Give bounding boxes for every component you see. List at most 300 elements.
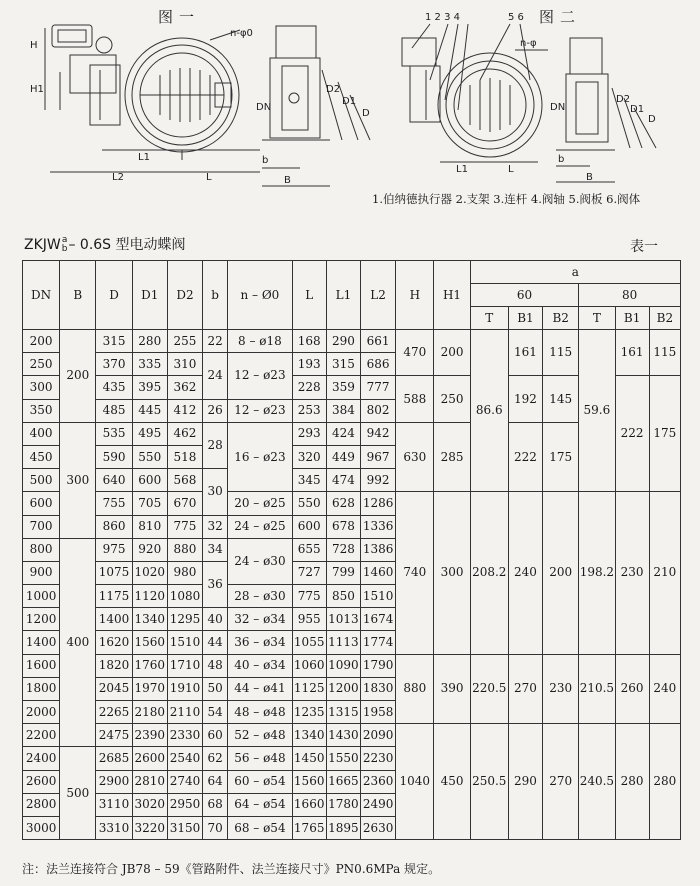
footnote: 注：法兰连接符合 JB78 – 59《管路附件、法兰连接尺寸》PN0.6MPa 规定。 (22, 862, 441, 876)
title-sub: b (61, 244, 68, 254)
cell-b: 30 (203, 469, 228, 515)
cell-H: 588 (396, 376, 434, 422)
cell-b: 60 (203, 724, 228, 747)
cell-L1: 728 (326, 538, 360, 561)
cell-D: 590 (96, 445, 132, 468)
cell-n: 68 – ø54 (228, 816, 292, 839)
cell-L: 1060 (292, 654, 326, 677)
cell-L2: 2490 (361, 793, 396, 816)
title-sup: a (61, 235, 68, 245)
cell-H: 630 (396, 422, 434, 492)
cell-D: 1075 (96, 561, 132, 584)
cell-D1: 395 (132, 376, 167, 399)
cell-L2: 2630 (361, 816, 396, 839)
col-H: H (396, 261, 434, 330)
cell-b: 32 (203, 515, 228, 538)
cell-n: 64 – ø54 (228, 793, 292, 816)
cell-DN: 500 (23, 469, 60, 492)
cell-B1-60: 222 (508, 422, 542, 492)
cell-n: 28 – ø30 (228, 585, 292, 608)
col-B1-60: B1 (508, 307, 542, 330)
dim-b-fig2: b (558, 154, 565, 165)
cell-DN: 1400 (23, 631, 60, 654)
cell-L: 320 (292, 445, 326, 468)
cell-DN: 1800 (23, 677, 60, 700)
cell-n: 8 – ø18 (228, 330, 292, 353)
cell-D2: 412 (167, 399, 202, 422)
cell-B2-80: 240 (649, 654, 680, 724)
cell-L1: 799 (326, 561, 360, 584)
col-B2-60: B2 (543, 307, 579, 330)
dim-L2: L2 (112, 172, 124, 183)
col-B: B (60, 261, 96, 330)
dim-D1-fig2: D1 (630, 104, 645, 115)
cell-L: 1560 (292, 770, 326, 793)
cell-D1: 1340 (132, 608, 167, 631)
cell-D: 2685 (96, 747, 132, 770)
cell-n: 12 – ø23 (228, 399, 292, 422)
cell-D: 2900 (96, 770, 132, 793)
cell-L1: 1315 (326, 701, 360, 724)
cell-L: 1660 (292, 793, 326, 816)
cell-D1: 810 (132, 515, 167, 538)
callouts-1-4: 1 2 3 4 (425, 12, 460, 23)
cell-D: 3110 (96, 793, 132, 816)
dim-B-fig2: B (586, 172, 593, 183)
cell-B1-60: 161 (508, 330, 542, 376)
cell-D2: 2950 (167, 793, 202, 816)
cell-L: 1450 (292, 747, 326, 770)
col-L2: L2 (361, 261, 396, 330)
cell-L1: 384 (326, 399, 360, 422)
cell-B1-60: 290 (508, 724, 542, 840)
cell-D2: 462 (167, 422, 202, 445)
cell-DN: 450 (23, 445, 60, 468)
cell-L: 1235 (292, 701, 326, 724)
cell-n: 44 – ø41 (228, 677, 292, 700)
cell-n: 32 – ø34 (228, 608, 292, 631)
cell-B: 400 (60, 538, 96, 747)
dim-H1: H1 (30, 84, 44, 95)
cell-D1: 335 (132, 353, 167, 376)
page-title (24, 234, 186, 254)
cell-L2: 942 (361, 422, 396, 445)
cell-B1-60: 270 (508, 654, 542, 724)
cell-L2: 2090 (361, 724, 396, 747)
cell-L1: 315 (326, 353, 360, 376)
cell-B2-60: 115 (543, 330, 579, 376)
cell-H1: 450 (434, 724, 470, 840)
table-row (23, 492, 681, 515)
cell-L: 655 (292, 538, 326, 561)
cell-L2: 2360 (361, 770, 396, 793)
col-D: D (96, 261, 132, 330)
cell-D2: 980 (167, 561, 202, 584)
cell-b: 64 (203, 770, 228, 793)
dim-DN: DN (256, 102, 272, 113)
cell-n: 40 – ø34 (228, 654, 292, 677)
cell-DN: 2400 (23, 747, 60, 770)
cell-L: 775 (292, 585, 326, 608)
cell-n: 60 – ø54 (228, 770, 292, 793)
cell-B2-60: 270 (543, 724, 579, 840)
cell-L1: 1665 (326, 770, 360, 793)
cell-D1: 2810 (132, 770, 167, 793)
cell-DN: 350 (23, 399, 60, 422)
cell-B1-80: 222 (615, 376, 649, 492)
cell-L: 1765 (292, 816, 326, 839)
cell-L2: 1336 (361, 515, 396, 538)
cell-D2: 310 (167, 353, 202, 376)
cell-b: 24 (203, 353, 228, 399)
cell-D2: 1710 (167, 654, 202, 677)
cell-n: 56 – ø48 (228, 747, 292, 770)
cell-b: 62 (203, 747, 228, 770)
cell-D1: 3020 (132, 793, 167, 816)
cell-L1: 1550 (326, 747, 360, 770)
cell-D: 3310 (96, 816, 132, 839)
cell-L1: 1090 (326, 654, 360, 677)
cell-D1: 920 (132, 538, 167, 561)
dim-L1: L1 (138, 152, 150, 163)
col-D2: D2 (167, 261, 202, 330)
cell-B1-80: 260 (615, 654, 649, 724)
cell-L2: 661 (361, 330, 396, 353)
cell-D: 370 (96, 353, 132, 376)
cell-L: 600 (292, 515, 326, 538)
cell-L1: 678 (326, 515, 360, 538)
cell-D: 315 (96, 330, 132, 353)
cell-L1: 449 (326, 445, 360, 468)
cell-b: 36 (203, 561, 228, 607)
cell-L2: 802 (361, 399, 396, 422)
cell-b: 34 (203, 538, 228, 561)
cell-L1: 1013 (326, 608, 360, 631)
cell-D2: 518 (167, 445, 202, 468)
dim-D2-fig2: D2 (616, 94, 631, 105)
dim-L-fig2: L (508, 164, 514, 175)
col-a-80: 80 (579, 284, 681, 307)
cell-D2: 2110 (167, 701, 202, 724)
cell-DN: 2000 (23, 701, 60, 724)
cell-D1: 1120 (132, 585, 167, 608)
cell-D: 2475 (96, 724, 132, 747)
cell-L2: 1774 (361, 631, 396, 654)
cell-T80: 198.2 (579, 492, 615, 654)
cell-B1-60: 240 (508, 492, 542, 654)
cell-L1: 1200 (326, 677, 360, 700)
cell-DN: 700 (23, 515, 60, 538)
col-n: n – Ø0 (228, 261, 292, 330)
cell-T60: 208.2 (470, 492, 508, 654)
col-T-80: T (579, 307, 615, 330)
cell-D: 1820 (96, 654, 132, 677)
cell-D: 860 (96, 515, 132, 538)
cell-B1-80: 230 (615, 492, 649, 654)
cell-L: 1055 (292, 631, 326, 654)
cell-D: 975 (96, 538, 132, 561)
cell-L2: 967 (361, 445, 396, 468)
cell-H: 1040 (396, 724, 434, 840)
cell-D2: 775 (167, 515, 202, 538)
cell-b: 40 (203, 608, 228, 631)
cell-DN: 2800 (23, 793, 60, 816)
cell-B: 300 (60, 422, 96, 538)
cell-n: 24 – ø25 (228, 515, 292, 538)
cell-D2: 2740 (167, 770, 202, 793)
cell-B2-60: 230 (543, 654, 579, 724)
cell-D1: 495 (132, 422, 167, 445)
cell-D1: 600 (132, 469, 167, 492)
dim-D1: D1 (342, 96, 357, 107)
cell-D1: 550 (132, 445, 167, 468)
cell-D: 435 (96, 376, 132, 399)
cell-T80: 240.5 (579, 724, 615, 840)
cell-L1: 1113 (326, 631, 360, 654)
cell-D2: 1510 (167, 631, 202, 654)
cell-b: 44 (203, 631, 228, 654)
cell-L2: 1460 (361, 561, 396, 584)
valve-drawing (0, 0, 700, 212)
cell-D2: 1910 (167, 677, 202, 700)
cell-H: 740 (396, 492, 434, 654)
callouts-5-6: 5 6 (508, 12, 524, 23)
col-D1: D1 (132, 261, 167, 330)
col-B2-80: B2 (649, 307, 680, 330)
col-T-60: T (470, 307, 508, 330)
cell-D: 1175 (96, 585, 132, 608)
spec-table (22, 260, 681, 840)
dim-D2: D2 (326, 84, 341, 95)
cell-n: 20 – ø25 (228, 492, 292, 515)
cell-B2-80: 210 (649, 492, 680, 654)
cell-L1: 1780 (326, 793, 360, 816)
cell-L2: 686 (361, 353, 396, 376)
cell-B2-80: 175 (649, 376, 680, 492)
cell-L1: 474 (326, 469, 360, 492)
table-row (23, 724, 681, 747)
cell-DN: 1200 (23, 608, 60, 631)
dim-b: b (262, 155, 269, 166)
cell-b: 68 (203, 793, 228, 816)
col-b: b (203, 261, 228, 330)
cell-b: 26 (203, 399, 228, 422)
cell-D1: 3220 (132, 816, 167, 839)
col-a: a (470, 261, 680, 284)
table-row (23, 330, 681, 353)
cell-L2: 1510 (361, 585, 396, 608)
dim-DN-fig2: DN (550, 102, 566, 113)
cell-D1: 1970 (132, 677, 167, 700)
cell-DN: 1000 (23, 585, 60, 608)
cell-b: 22 (203, 330, 228, 353)
cell-L2: 1386 (361, 538, 396, 561)
col-a-60: 60 (470, 284, 579, 307)
cell-B: 200 (60, 330, 96, 423)
cell-B2-80: 115 (649, 330, 680, 376)
cell-H1: 300 (434, 492, 470, 654)
cell-T60: 250.5 (470, 724, 508, 840)
col-DN: DN (23, 261, 60, 330)
dim-L: L (206, 172, 212, 183)
cell-T80: 210.5 (579, 654, 615, 724)
cell-D2: 255 (167, 330, 202, 353)
cell-L: 550 (292, 492, 326, 515)
cell-L: 228 (292, 376, 326, 399)
title-prefix: ZKJW (24, 237, 61, 253)
cell-D2: 362 (167, 376, 202, 399)
technical-drawings (0, 0, 700, 212)
cell-L: 293 (292, 422, 326, 445)
table-row (23, 654, 681, 677)
cell-D: 755 (96, 492, 132, 515)
cell-D: 1620 (96, 631, 132, 654)
cell-B2-60: 200 (543, 492, 579, 654)
col-B1-80: B1 (615, 307, 649, 330)
cell-H1: 285 (434, 422, 470, 492)
cell-L: 193 (292, 353, 326, 376)
dim-H: H (30, 40, 38, 51)
cell-L1: 628 (326, 492, 360, 515)
cell-D2: 670 (167, 492, 202, 515)
cell-D: 1400 (96, 608, 132, 631)
cell-L: 168 (292, 330, 326, 353)
cell-n: 52 – ø48 (228, 724, 292, 747)
cell-D1: 2600 (132, 747, 167, 770)
cell-L1: 359 (326, 376, 360, 399)
table-label: 表一 (630, 239, 658, 255)
cell-b: 70 (203, 816, 228, 839)
dim-n-phi: n-φ (520, 38, 537, 49)
cell-D1: 2390 (132, 724, 167, 747)
cell-T60: 86.6 (470, 330, 508, 492)
cell-L: 955 (292, 608, 326, 631)
cell-B1-60: 192 (508, 376, 542, 422)
dim-n-phi0: n-φ0 (230, 28, 253, 39)
cell-D2: 1295 (167, 608, 202, 631)
cell-n: 24 – ø30 (228, 538, 292, 584)
cell-L: 1125 (292, 677, 326, 700)
cell-D: 640 (96, 469, 132, 492)
cell-L2: 777 (361, 376, 396, 399)
figure-2-title: 图二 (539, 8, 582, 26)
cell-D: 535 (96, 422, 132, 445)
cell-D2: 568 (167, 469, 202, 492)
dim-B: B (284, 175, 291, 186)
cell-DN: 200 (23, 330, 60, 353)
cell-D1: 1760 (132, 654, 167, 677)
cell-T80: 59.6 (579, 330, 615, 492)
cell-L2: 1674 (361, 608, 396, 631)
cell-b: 28 (203, 422, 228, 468)
cell-H: 470 (396, 330, 434, 376)
dim-D: D (362, 108, 370, 119)
cell-L1: 424 (326, 422, 360, 445)
cell-L: 727 (292, 561, 326, 584)
cell-D2: 2540 (167, 747, 202, 770)
cell-T60: 220.5 (470, 654, 508, 724)
cell-D2: 3150 (167, 816, 202, 839)
cell-b: 54 (203, 701, 228, 724)
cell-L: 1340 (292, 724, 326, 747)
cell-L2: 1830 (361, 677, 396, 700)
title-fraction (62, 236, 68, 254)
cell-B: 500 (60, 747, 96, 840)
cell-D1: 2180 (132, 701, 167, 724)
cell-L1: 290 (326, 330, 360, 353)
cell-B2-60: 175 (543, 422, 579, 492)
col-L: L (292, 261, 326, 330)
cell-b: 48 (203, 654, 228, 677)
figure-1-title: 图一 (158, 8, 201, 26)
cell-D2: 1080 (167, 585, 202, 608)
cell-DN: 800 (23, 538, 60, 561)
cell-DN: 250 (23, 353, 60, 376)
cell-L1: 1895 (326, 816, 360, 839)
cell-DN: 400 (23, 422, 60, 445)
cell-B1-80: 280 (615, 724, 649, 840)
cell-L: 345 (292, 469, 326, 492)
title-suffix: – 0.6S 型电动蝶阀 (68, 237, 186, 253)
dim-L1-fig2: L1 (456, 164, 468, 175)
cell-DN: 2200 (23, 724, 60, 747)
cell-L2: 1286 (361, 492, 396, 515)
cell-D1: 280 (132, 330, 167, 353)
cell-L: 253 (292, 399, 326, 422)
cell-D1: 445 (132, 399, 167, 422)
cell-L1: 1430 (326, 724, 360, 747)
cell-D1: 1020 (132, 561, 167, 584)
parts-legend: 1.伯纳德执行器 2.支架 3.连杆 4.阀轴 5.阀板 6.阀体 (372, 192, 641, 206)
cell-L2: 1790 (361, 654, 396, 677)
cell-D1: 705 (132, 492, 167, 515)
cell-D2: 2330 (167, 724, 202, 747)
cell-n: 36 – ø34 (228, 631, 292, 654)
cell-L2: 1958 (361, 701, 396, 724)
cell-H1: 250 (434, 376, 470, 422)
cell-L2: 992 (361, 469, 396, 492)
cell-DN: 600 (23, 492, 60, 515)
cell-L1: 850 (326, 585, 360, 608)
cell-L2: 2230 (361, 747, 396, 770)
cell-n: 48 – ø48 (228, 701, 292, 724)
cell-B1-80: 161 (615, 330, 649, 376)
cell-n: 16 – ø23 (228, 422, 292, 492)
dim-D-fig2: D (648, 114, 656, 125)
cell-B2-80: 280 (649, 724, 680, 840)
cell-D: 2045 (96, 677, 132, 700)
cell-DN: 3000 (23, 816, 60, 839)
col-H1: H1 (434, 261, 470, 330)
cell-n: 12 – ø23 (228, 353, 292, 399)
cell-D: 485 (96, 399, 132, 422)
cell-D: 2265 (96, 701, 132, 724)
cell-D1: 1560 (132, 631, 167, 654)
header-row (23, 261, 681, 284)
cell-DN: 300 (23, 376, 60, 399)
cell-b: 50 (203, 677, 228, 700)
col-L1: L1 (326, 261, 360, 330)
cell-D2: 880 (167, 538, 202, 561)
cell-H1: 390 (434, 654, 470, 724)
cell-H: 880 (396, 654, 434, 724)
cell-B2-60: 145 (543, 376, 579, 422)
cell-DN: 2600 (23, 770, 60, 793)
cell-DN: 1600 (23, 654, 60, 677)
figure-1-front-view (45, 25, 260, 172)
cell-DN: 900 (23, 561, 60, 584)
cell-H1: 200 (434, 330, 470, 376)
